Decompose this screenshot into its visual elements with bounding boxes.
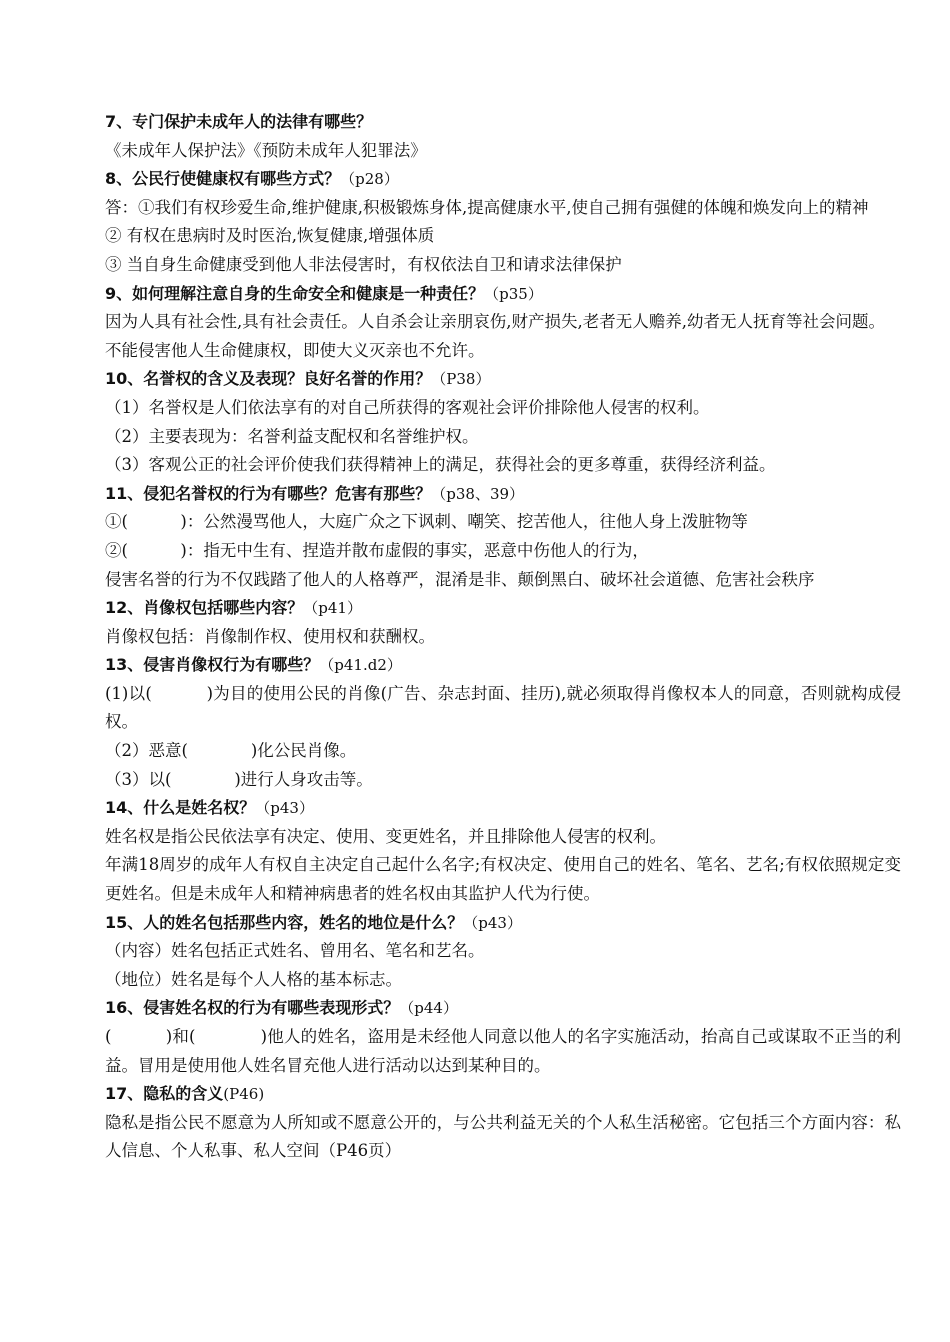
page-reference: （p44） — [399, 999, 458, 1018]
answer-paragraph: ( )和( )他人的姓名，盗用是未经他人同意以他人的名字实施活动，抬高自己或谋取不正当的利益。冒用是使用他人姓名冒充他人进行活动以达到某种目的。 — [105, 1027, 901, 1075]
answer-paragraph: （地位）姓名是每个人人格的基本标志。 — [105, 969, 402, 989]
question-heading — [105, 480, 901, 509]
answer-paragraph: （3）以( )进行人身攻击等。 — [105, 769, 373, 789]
answer-paragraph: 隐私是指公民不愿意为人所知或不愿意公开的，与公共利益无关的个人私生活秘密。它包括三个方面内容：私人信息、个人私事、私人空间（P46页） — [105, 1112, 901, 1161]
question-title: 13、侵害肖像权行为有哪些？ — [105, 655, 320, 675]
answer-paragraph: （3）客观公正的社会评价使我们获得精神上的满足，获得社会的更多尊重，获得经济利益。 — [105, 455, 776, 475]
question-title: 15、人的姓名包括那些内容，姓名的地位是什么？ — [105, 912, 464, 932]
answer-paragraph: 答：①我们有权珍爱生命,维护健康,积极锻炼身体,提高健康水平,使自己拥有强健的体魄和焕发向上的精神 — [105, 197, 869, 217]
question-title: 17、隐私的含义 — [105, 1084, 224, 1104]
question-heading — [105, 651, 901, 680]
answer-paragraph: （2）恶意( )化公民肖像。 — [105, 741, 357, 761]
question-title: 11、侵犯名誉权的行为有哪些？危害有那些？ — [105, 483, 432, 503]
page-reference: （p41.d2） — [319, 656, 402, 675]
question-heading — [105, 909, 901, 938]
question-title: 8、公民行使健康权有哪些方式？ — [105, 169, 341, 189]
answer-paragraph: 年满18周岁的成年人有权自主决定自己起什么名字;有权决定、使用自己的姓名、笔名、艺名;有权依照规定变更姓名。但是未成年人和精神病患者的姓名权由其监护人代为行使。 — [105, 855, 901, 904]
page-reference: （p41） — [303, 599, 362, 618]
answer-paragraph: （内容）姓名包括正式姓名、曾用名、笔名和艺名。 — [105, 941, 485, 961]
question-title: 9、如何理解注意自身的生命安全和健康是一种责任？ — [105, 283, 485, 303]
answer-paragraph: 姓名权是指公民依法享有决定、使用、变更姓名，并且排除他人侵害的权利。 — [105, 826, 666, 846]
answer-paragraph: ③ 当自身生命健康受到他人非法侵害时，有权依法自卫和请求法律保护 — [105, 254, 622, 274]
page-reference: （p43） — [255, 799, 314, 818]
question-title: 16、侵害姓名权的行为有哪些表现形式？ — [105, 998, 400, 1018]
answer-paragraph: 因为人具有社会性,具有社会责任。人自杀会让亲朋哀伤,财产损失,老者无人赡养,幼者无人抚育等社会问题。 — [105, 312, 885, 332]
question-heading — [105, 280, 901, 309]
answer-paragraph: （1）名誉权是人们依法享有的对自己所获得的客观社会评价排除他人侵害的权利。 — [105, 397, 710, 417]
question-heading — [105, 165, 901, 194]
question-title: 10、名誉权的含义及表现？良好名誉的作用？ — [105, 369, 432, 389]
answer-paragraph: （2）主要表现为：名誉利益支配权和名誉维护权。 — [105, 426, 479, 446]
answer-paragraph: 不能侵害他人生命健康权，即使大义灭亲也不允许。 — [105, 340, 485, 360]
question-title: 14、什么是姓名权？ — [105, 798, 256, 818]
answer-paragraph: ②( )：指无中生有、捏造并散布虚假的事实，恶意中伤他人的行为， — [105, 540, 649, 560]
answer-paragraph: ①( )：公然漫骂他人，大庭广众之下讽刺、嘲笑、挖苦他人，往他人身上泼脏物等 — [105, 512, 748, 532]
answer-paragraph: 侵害名誉的行为不仅践踏了他人的人格尊严，混淆是非、颠倒黑白、破坏社会道德、危害社会秩序 — [105, 569, 815, 589]
page-reference: （p38、39） — [431, 484, 525, 503]
page-reference: （p28） — [340, 170, 399, 189]
question-heading — [105, 108, 901, 137]
answer-paragraph: 《未成年人保护法》《预防未成年人犯罪法》 — [105, 140, 427, 160]
answer-paragraph: 肖像权包括：肖像制作权、使用权和获酬权。 — [105, 626, 435, 646]
page-reference: （p43） — [463, 913, 522, 932]
answer-paragraph: ② 有权在患病时及时医治,恢复健康,增强体质 — [105, 226, 435, 246]
question-heading — [105, 1080, 901, 1109]
question-title: 12、肖像权包括哪些内容？ — [105, 598, 304, 618]
page-reference: (P46) — [223, 1085, 265, 1104]
page-reference: （p35） — [484, 284, 543, 303]
page-reference: （P38） — [431, 370, 491, 389]
question-heading — [105, 365, 901, 394]
answer-paragraph: (1)以( )为目的使用公民的肖像(广告、杂志封面、挂历),就必须取得肖像权本人的同意，否则就构成侵权。 — [105, 683, 901, 732]
question-heading — [105, 794, 901, 823]
question-title: 7、专门保护未成年人的法律有哪些？ — [105, 112, 373, 131]
question-heading — [105, 594, 901, 623]
question-heading — [105, 994, 901, 1023]
document-body — [105, 108, 901, 1166]
